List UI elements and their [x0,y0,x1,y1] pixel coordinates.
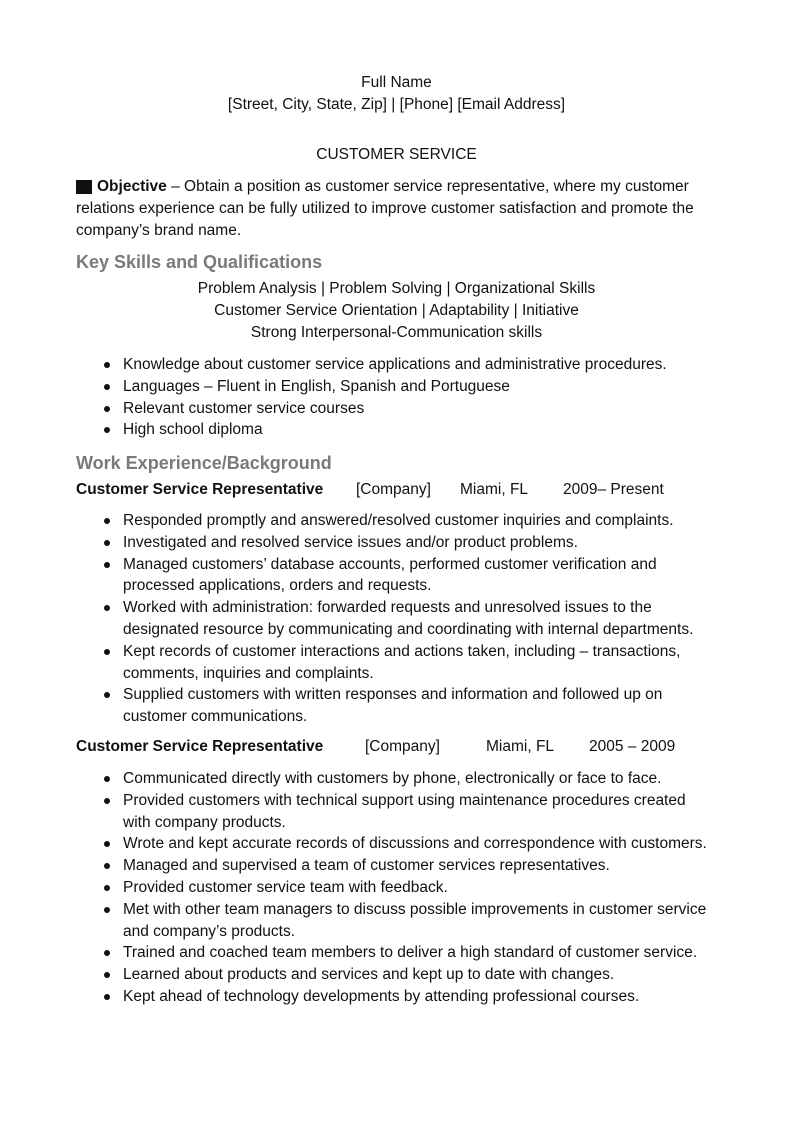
list-item: Learned about products and services and kept up to date with changes. [0,964,713,986]
list-item: Provided customer service team with feedback. [0,877,713,899]
bullet-dot-icon [104,605,110,611]
job-2-dates: 2005 – 2009 [589,738,676,755]
objective-text-line-3: company’s brand name. [76,221,242,239]
list-item: High school diploma [0,419,713,441]
job-1-title: Customer Service Representative [76,481,324,498]
list-item: Worked with administration: forwarded requests and unresolved issues to the designated resource by communicating and coordinating with internal departments. [0,597,713,641]
list-item: Knowledge about customer service applications and administrative procedures. [0,354,713,376]
bullet-dot-icon [104,798,110,804]
list-item: Investigated and resolved service issues and/or product problems. [0,532,713,554]
bullet-dot-icon [104,540,110,546]
list-item: Languages – Fluent in English, Spanish and Portuguese [0,376,713,398]
list-item: Trained and coached team members to deliver a high standard of customer service. [0,942,713,964]
skills-line-3: Strong Interpersonal-Communication skills [250,324,543,341]
list-item: Provided customers with technical support using maintenance procedures created with company products. [0,790,713,834]
list-item: Managed customers’ database accounts, performed customer verification and processed applications, orders and requests. [0,554,713,598]
objective-paragraph [76,176,716,241]
resume-title: CUSTOMER SERVICE [316,146,477,163]
bullet-dot-icon [104,518,110,524]
bullet-dot-icon [104,863,110,869]
skills-line-2: Customer Service Orientation | Adaptability | Initiative [214,302,579,319]
list-item: Communicated directly with customers by phone, electronically or face to face. [0,768,713,790]
bullet-dot-icon [104,384,110,390]
bullet-dot-icon [104,841,110,847]
list-item: Supplied customers with written responses and information and followed up on customer communications. [0,684,713,728]
bullet-dot-icon [104,692,110,698]
contact-line: [Street, City, State, Zip] | [Phone] [Email Address] [227,96,566,113]
job-2-company: [Company] [365,738,440,755]
job-1-company: [Company] [356,481,431,498]
bullet-dot-icon [104,649,110,655]
skills-heading: Key Skills and Qualifications [76,252,323,272]
job-1-dates: 2009– Present [563,481,664,498]
bullet-dot-icon [104,562,110,568]
bullet-dot-icon [104,972,110,978]
skills-line-1: Problem Analysis | Problem Solving | Organizational Skills [197,280,596,297]
objective-label: Objective [97,178,167,195]
bullet-dot-icon [104,362,110,368]
list-item: Responded promptly and answered/resolved customer inquiries and complaints. [0,510,713,532]
job-2-bullet-list [0,768,793,1008]
bullet-dot-icon [104,907,110,913]
bullet-dot-icon [104,776,110,782]
bullet-dot-icon [104,950,110,956]
list-item: Wrote and kept accurate records of discussions and correspondence with customers. [0,833,713,855]
bullet-dot-icon [104,406,110,412]
objective-text-line-2: relations experience can be fully utilized to improve customer satisfaction and promote the [76,199,694,217]
list-item: Managed and supervised a team of customer services representatives. [0,855,713,877]
bullet-dot-icon [104,427,110,433]
bullet-dot-icon [104,994,110,1000]
job-2-title: Customer Service Representative [76,738,324,755]
objective-text-line-1: – Obtain a position as customer service representative, where my customer [166,178,689,195]
job-1-location: Miami, FL [460,481,529,498]
job-1-bullet-list [0,510,793,728]
work-heading: Work Experience/Background [76,453,332,473]
full-name: Full Name [361,74,432,91]
list-item: Relevant customer service courses [0,398,713,420]
bullet-dot-icon [104,885,110,891]
job-2-location: Miami, FL [486,738,555,755]
skills-bullet-list [0,354,793,441]
list-item: Met with other team managers to discuss possible improvements in customer service and company’s products. [0,899,713,943]
list-item: Kept records of customer interactions and actions taken, including – transactions, comments, inquiries and complaints. [0,641,713,685]
list-item: Kept ahead of technology developments by attending professional courses. [0,986,713,1008]
